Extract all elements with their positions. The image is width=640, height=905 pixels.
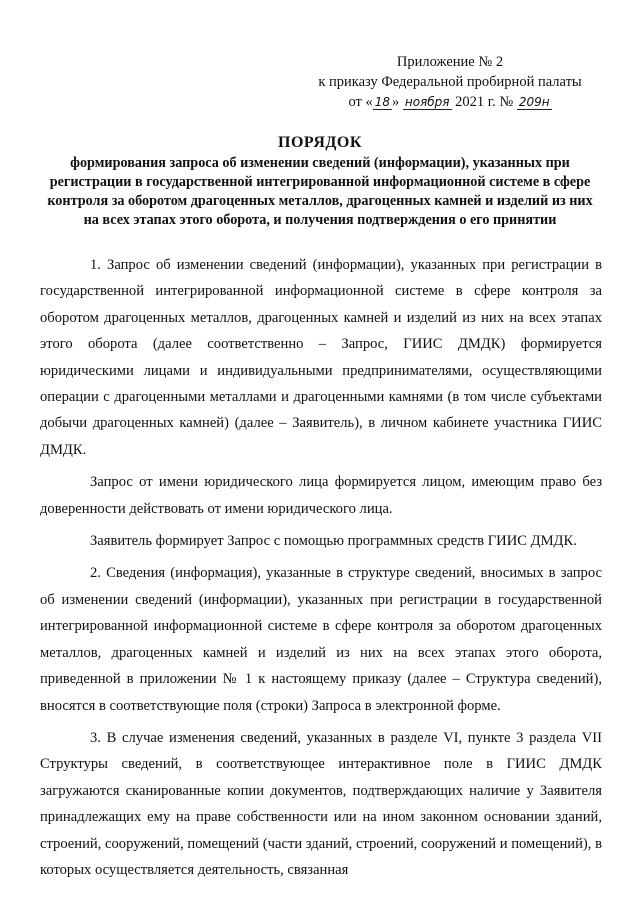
date-mid: »: [392, 94, 400, 110]
paragraph-1: 1. Запрос об изменении сведений (информации), указанных при регистрации в государственной интегрированной информационной системе в сфере контроля за оборотом драгоценных металлов, драгоценных камней и изделий из них на всех этапах этого оборота (далее соответственно – Запрос, ГИИС ДМДК) формируется юридическими лицами и индивидуальными предпринимателями, осуществляющими операции с драгоценными металлами и драгоценными камнями (в том числе субъектами добычи драгоценных камней) (далее – Заявитель), в личном кабинете участника ГИИС ДМДК.: [40, 257, 602, 458]
paragraph-3: Заявитель формирует Запрос с помощью программных средств ГИИС ДМДК.: [90, 533, 577, 550]
title-main: ПОРЯДОК: [278, 134, 362, 151]
order-number: 209н: [518, 95, 550, 109]
paragraph-2: Запрос от имени юридического лица формируется лицом, имеющим право без доверенности действовать от имени юридического лица.: [40, 474, 602, 517]
paragraph-4: 2. Сведения (информация), указанные в структуре сведений, вносимых в запрос об изменении сведений (информации), указанных при регистрации в государственной интегрированной информационной системе в сфере контроля за оборотом драгоценных металлов, драгоценных камней и изделий из них на всех этапах этого оборота, приведенной в приложении № 1 к настоящему приказу (далее – Структура сведений), вносятся в соответствующие поля (строки) Запроса в электронной форме.: [40, 565, 602, 714]
appendix-date-line: [300, 92, 600, 112]
date-prefix: от «: [348, 94, 373, 110]
paragraph-5: 3. В случае изменения сведений, указанных в разделе VI, пункте 3 раздела VII Структуры сведений, в соответствующее интерактивное поле в ГИИС ДМДК загружаются сканированные копии документов, подтверждающих наличие у Заявителя принадлежащих ему на праве собственности или на ином законном основании зданий, строений, сооружений, помещений (части зданий, строений, сооружений и помещений), в которых осуществляется деятельность, связанная: [40, 729, 602, 878]
appendix-header: [300, 52, 600, 112]
date-day: 18: [374, 95, 390, 109]
document-body: [40, 252, 602, 883]
date-year: 2021 г. №: [455, 94, 514, 110]
document-title: [40, 132, 600, 230]
title-subtitle: формирования запроса об изменении сведений (информации), указанных при регистрации в государственной интегрированной информационной системе в сфере контроля за оборотом драгоценных металлов, драгоценных камней и изделий из них на всех этапах этого оборота, и получения подтверждения о его принятии: [47, 155, 593, 228]
appendix-order-ref: к приказу Федеральной пробирной палаты: [318, 74, 582, 90]
appendix-title: Приложение № 2: [396, 54, 504, 70]
date-month: ноября: [404, 95, 450, 109]
